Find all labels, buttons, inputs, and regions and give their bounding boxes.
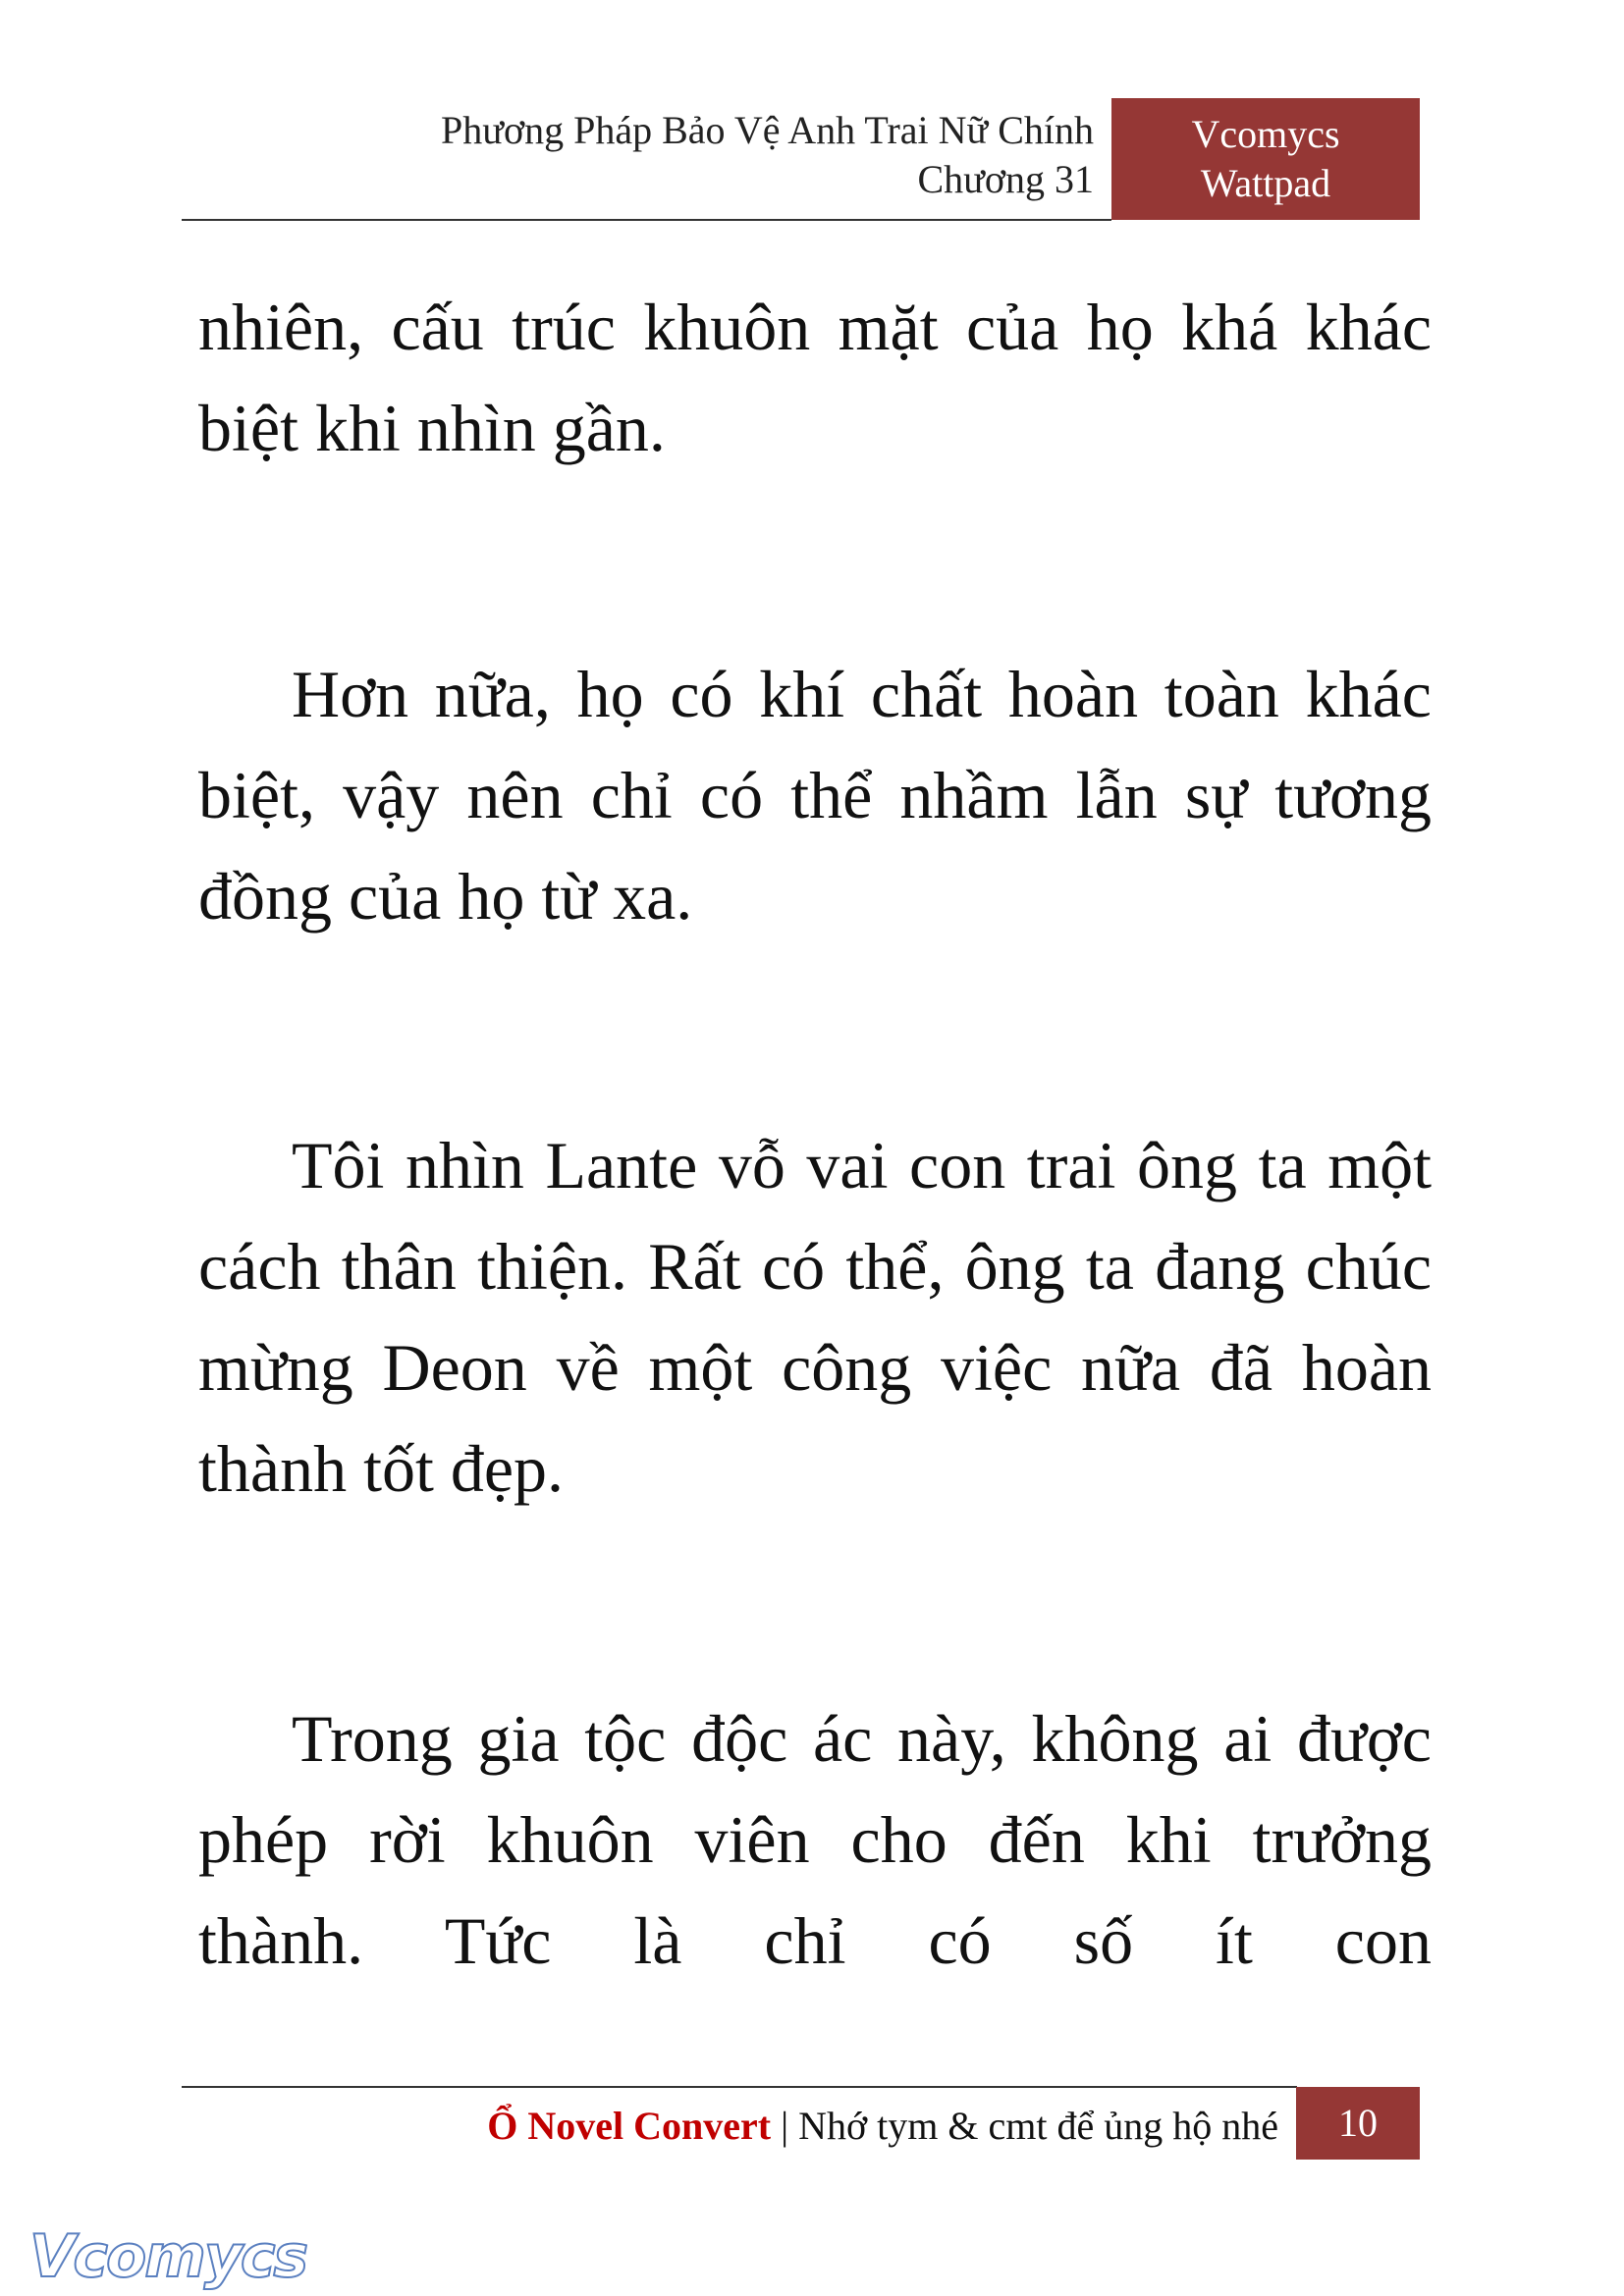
source-badge: [1111, 98, 1420, 220]
page-header: [0, 0, 1624, 226]
paragraph-4: Trong gia tộc độc ác này, không ai được phép rời khuôn viên cho đến khi trưởng thành. Tức là chỉ có số ít con: [198, 1701, 1432, 1978]
paragraph-1: nhiên, cấu trúc khuôn mặt của họ khá khác biệt khi nhìn gần.: [198, 290, 1432, 465]
footer-separator: |: [771, 2104, 799, 2148]
source-line-2: Wattpad: [1200, 161, 1331, 205]
book-title: Phương Pháp Bảo Vệ Anh Trai Nữ Chính: [441, 108, 1094, 152]
header-divider: [182, 219, 1111, 221]
header-title-block: [441, 106, 1094, 204]
watermark-logo: Vcomycs: [29, 2222, 307, 2291]
chapter-label: Chương 31: [917, 157, 1094, 201]
paragraph-3: Tôi nhìn Lante vỗ vai con trai ông ta một cách thân thiện. Rất có thể, ông ta đang chúc mừng Deon về một công việc nữa đã hoàn thành tốt đẹp.: [198, 1128, 1432, 1506]
source-line-1: Vcomycs: [1191, 112, 1340, 156]
paragraph-2: Hơn nữa, họ có khí chất hoàn toàn khác biệt, vậy nên chỉ có thể nhầm lẫn sự tương đồng của họ từ xa.: [198, 657, 1432, 934]
page-number: 10: [1296, 2087, 1420, 2160]
footer-text: [487, 2097, 1278, 2156]
footer-divider: [182, 2086, 1297, 2088]
footer-brand: Ổ Novel Convert: [487, 2104, 772, 2148]
footer-message: Nhớ tym & cmt để ủng hộ nhé: [798, 2104, 1278, 2148]
